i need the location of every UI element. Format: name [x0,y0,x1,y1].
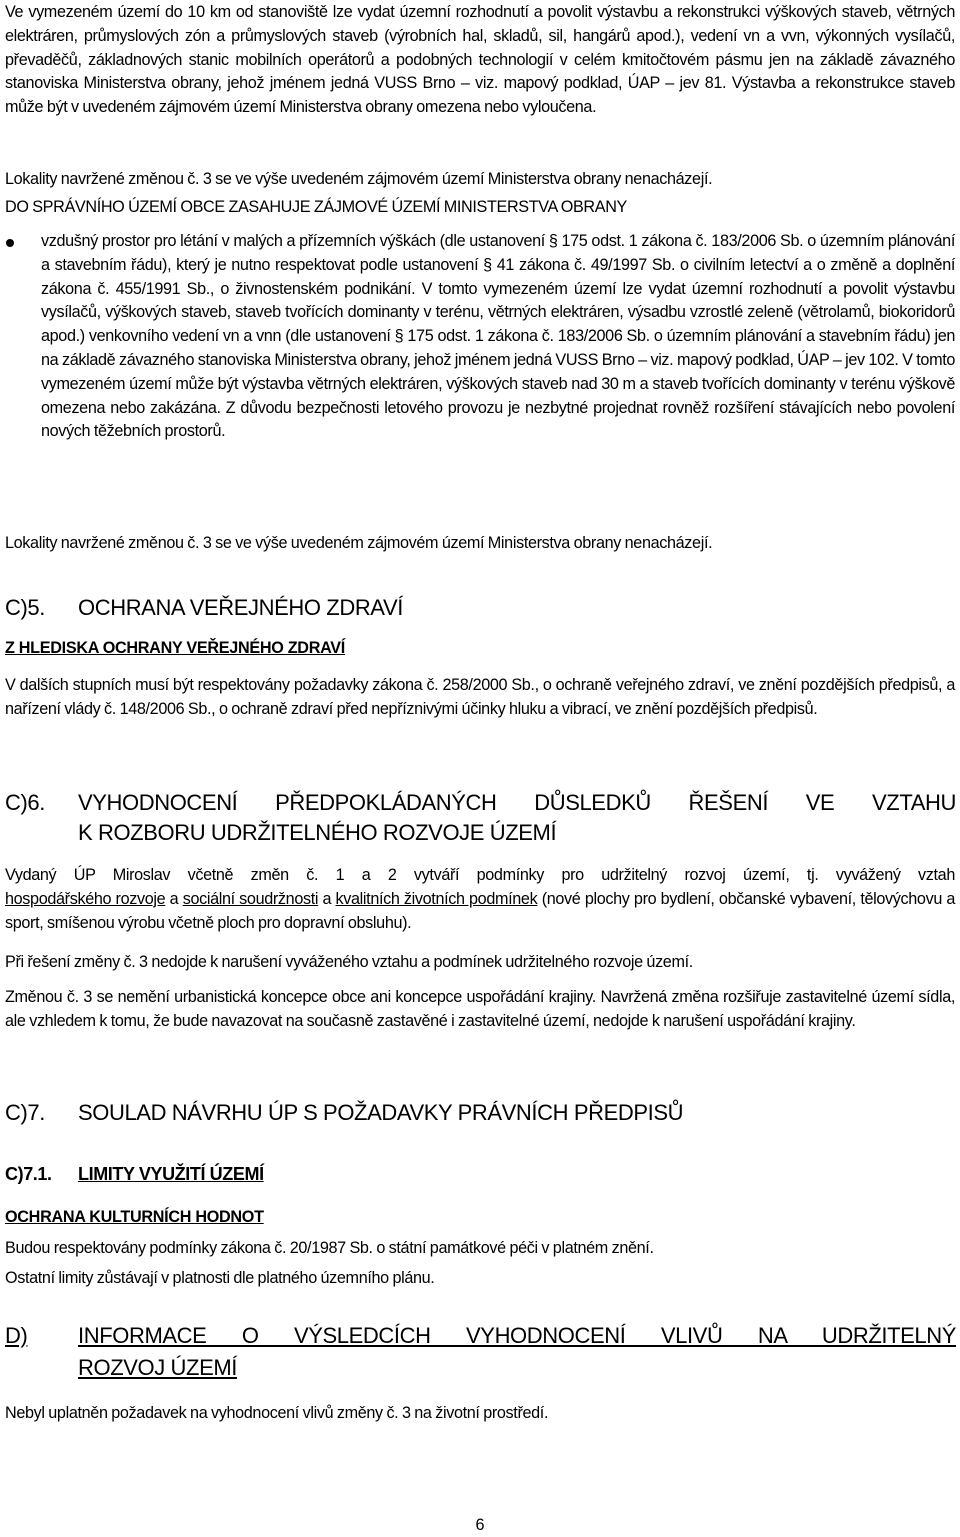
c6-paragraph-2: Při řešení změny č. 3 nedojde k narušení vyváženého vztahu a podmínek udržitelného rozvoje území. [5,953,693,971]
c6-paragraph-1 [5,864,955,935]
section-number-d: D) [5,1323,28,1348]
section-title-d-line1: INFORMACE O VÝSLEDCÍCH VYHODNOCENÍ VLIVŮ NA UDRŽITELNÝ [78,1323,956,1348]
c6-paragraph-1-line: Vydaný ÚP Miroslav včetně změn č. 1 a 2 vytváří podmínky pro udržitelný rozvoj území, tj. vyvážený vztah [5,866,955,884]
c6-paragraph-3: Změnou č. 3 se nemění urbanistická koncepce obce ani koncepce uspořádání krajiny. Navržená změna rozšiřuje zastavitelné území sídla, ale vzhledem k tomu, že bude navazovat na současně zastavěné i zastavitelné území, nedojde k narušení uspořádání krajiny. [5,988,955,1030]
c6-term-living: kvalitních životních podmínek [335,889,538,908]
c6-joiner-1: a [165,889,183,908]
subsection-title-c71: LIMITY VYUŽITÍ ÚZEMÍ [78,1164,264,1184]
c5-paragraph: V dalších stupních musí být respektovány požadavky zákona č. 258/2000 Sb., o ochraně veřejného zdraví, ve znění pozdějších předpisů, a nařízení vlády č. 148/2006 Sb., o ochraně zdraví před nepříznivými účinky hluku a vibrací, ve znění pozdějších předpisů. [5,676,955,718]
page-number: 6 [475,1516,485,1534]
intro-note: Lokality navržené změnou č. 3 se ve výše uvedeném zájmovém území Ministerstva obrany nenacházejí. [5,170,713,188]
section-title-c5: OCHRANA VEŘEJNÉHO ZDRAVÍ [78,595,403,620]
intro-paragraph: Ve vymezeném území do 10 km od stanoviště lze vydat územní rozhodnutí a povolit výstavbu a rekonstrukci výškových staveb, větrných elektráren, průmyslových zón a průmyslových staveb (výrobních hal, skladů, sil, hangárů apod.), vedení vn a vvn, výkonných vysílačů, převaděčů, základnových stanic mobilních operátorů a podobných technologií v celém kmitočtovém pásmu jen na základě závazného stanoviska Ministerstva obrany, jehož jménem jedná VUSS Brno – viz. mapový podklad, ÚAP – jev 81. Výstavba a rekonstrukce staveb může být v uvedeném zájmovém území Ministerstva obrany omezena nebo vyloučena. [5,3,955,117]
bullet-item: vzdušný prostor pro létání v malých a přízemních výškách (dle ustanovení § 175 odst. 1 zákona č. 183/2006 Sb. o územním plánování a stavebním řádu), který je nutno respektovat podle ustanovení § 41 zákona č. 49/1997 Sb. o civilním letectví a o změně a doplnění zákona č. 455/1991 Sb., o živnostenském podnikání. V tomto vymezeném území lze vydat územní rozhodnutí a povolit výstavbu vysílačů, výškových staveb, staveb tvořících dominanty v terénu, větrných elektráren, výsadbu vzrostlé zeleně (větrolamů, biokoridorů apod.) venkovního vedení vn a vnn (dle ustanovení § 175 odst. 1 zákona č. 183/2006 Sb. o územním plánování a stavebním řádu) jen na základě závazného stanoviska Ministerstva obrany, jehož jménem jedná VUSS Brno – viz. mapový podklad, ÚAP – jev 102. V tomto vymezeném území může být výstavba větrných elektráren, výškových staveb nad 30 m a staveb tvořících dominanty v terénu výškově omezena nebo zakázána. Z důvodu bezpečnosti letového provozu je nezbytné projednat rovněž rozšíření stávajících nebo povolení nových těžebních prostorů. [41,232,956,441]
d-paragraph: Nebyl uplatněn požadavek na vyhodnocení vlivů změny č. 3 na životní prostředí. [5,1404,549,1422]
section-title-d-line2: ROZVOJ ÚZEMÍ [78,1355,237,1380]
subheading-c71: OCHRANA KULTURNÍCH HODNOT [5,1208,264,1226]
c6-joiner-2: a [318,889,336,908]
intro-caps-heading: DO SPRÁVNÍHO ÚZEMÍ OBCE ZASAHUJE ZÁJMOVÉ ÚZEMÍ MINISTERSTVA OBRANY [5,198,627,216]
intro-note-2: Lokality navržené změnou č. 3 se ve výše uvedeném zájmovém území Ministerstva obrany nenacházejí. [5,534,713,552]
section-title-c6-line1: VYHODNOCENÍ PŘEDPOKLÁDANÝCH DŮSLEDKŮ ŘEŠENÍ VE VZTAHU [78,790,956,815]
c6-term-social: sociální soudržnosti [182,889,319,908]
section-title-c6-line2: K ROZBORU UDRŽITELNÉHO ROZVOJE ÚZEMÍ [78,820,557,845]
section-number-c5: C)5. [5,595,45,620]
c6-paragraph-1-end: (nové plochy pro bydlení, občanské vybavení, tělovýchovu a sport, smíšenou výrobu včetně ploch pro dopravní obsluhu). [5,889,956,932]
section-number-c7: C)7. [5,1100,45,1125]
subheading-c5: Z HLEDISKA OCHRANY VEŘEJNÉHO ZDRAVÍ [5,639,345,657]
section-number-c6: C)6. [5,790,45,815]
subsection-number-c71: C)7.1. [5,1164,52,1184]
c7-paragraph-1: Budou respektovány podmínky zákona č. 20/1987 Sb. o státní památkové péči v platném znění. [5,1239,654,1257]
bullet-icon [6,239,14,247]
section-title-c7: SOULAD NÁVRHU ÚP S POŽADAVKY PRÁVNÍCH PŘEDPISŮ [78,1100,684,1125]
c6-term-economic: hospodářského rozvoje [5,889,166,908]
c7-paragraph-2: Ostatní limity zůstávají v platnosti dle platného územního plánu. [5,1269,435,1287]
